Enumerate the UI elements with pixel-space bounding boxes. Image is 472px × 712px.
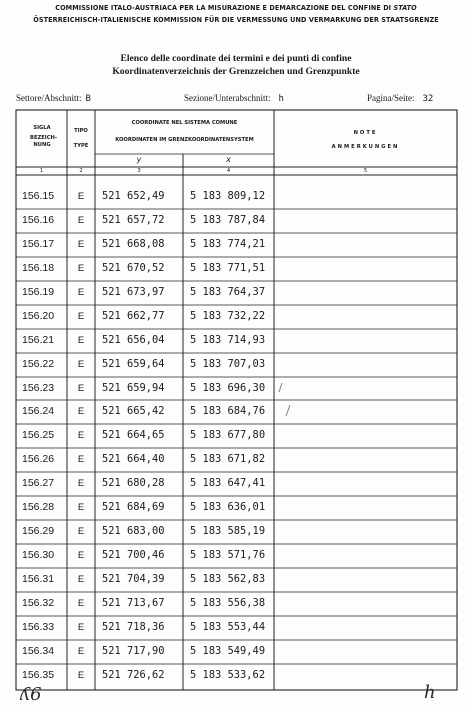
y-cell: 521 665,42 [102,405,165,417]
y-cell: 521 657,72 [102,214,165,226]
x-cell: 5 183 707,03 [190,358,266,370]
x-cell: 5 183 696,30 [190,382,266,394]
commission-title-italian: COMMISSIONE ITALO-AUSTRIACA PER LA MISURAZIONE E DEMARCAZIONE DEL CONFINE DI STATO [55,3,417,12]
x-cell: 5 183 671,82 [190,453,266,465]
y-cell: 521 684,69 [102,501,165,513]
sigla-cell: 156.22 [22,358,55,370]
y-cell: 521 668,08 [102,238,165,250]
y-cell: 521 659,64 [102,358,165,370]
x-cell: 5 183 549,49 [190,645,266,657]
col-number-1: 1 [39,168,44,174]
y-cell: 521 664,65 [102,429,165,441]
y-cell: 521 664,40 [102,453,165,465]
sigla-cell: 156.26 [22,453,55,465]
sigla-cell: 156.23 [22,382,55,394]
subtitle-german: Koordinatenverzeichnis der Grenzzeichen und Grenzpunkte [112,66,360,77]
x-cell: 5 183 809,12 [190,190,266,202]
sigla-cell: 156.28 [22,501,55,513]
y-cell: 521 718,36 [102,621,165,633]
sigla-cell: 156.16 [22,214,55,226]
type-cell: E [77,454,85,465]
sigla-cell: 156.24 [22,405,55,417]
y-cell: 521 717,90 [102,645,165,657]
x-cell: 5 183 771,51 [190,262,266,274]
sigla-cell: 156.29 [22,525,55,537]
x-cell: 5 183 636,01 [190,501,266,513]
type-cell: E [77,502,85,513]
col-number-3: 3 [137,168,141,174]
section-field: Sezione/Unterabschnitt: h [184,93,284,104]
col-number-2: 2 [79,168,83,174]
x-cell: 5 183 732,22 [190,310,266,322]
sigla-cell: 156.19 [22,286,55,298]
sigla-cell: 156.25 [22,429,55,441]
type-cell: E [77,430,85,441]
y-cell: 521 683,00 [102,525,165,537]
sector-field: Settore/Abschnitt: B [16,93,91,104]
x-cell: 5 183 585,19 [190,525,266,537]
sigla-cell: 156.27 [22,477,55,489]
type-cell: E [77,526,85,537]
type-cell: E [77,622,85,633]
y-cell: 521 670,52 [102,262,165,274]
y-cell: 521 673,97 [102,286,165,298]
x-cell: 5 183 684,76 [190,405,266,417]
sigla-cell: 156.21 [22,334,55,346]
pencil-tick [286,405,290,416]
header-coord-de: KOORDINATEN IM GRENZKOORDINATENSYSTEM [115,137,254,143]
type-cell: E [77,598,85,609]
sigla-cell: 156.32 [22,597,55,609]
y-cell: 521 704,39 [102,573,165,585]
y-cell: 521 700,46 [102,549,165,561]
sigla-cell: 156.35 [22,669,55,681]
x-cell: 5 183 787,84 [190,214,266,226]
type-cell: E [77,359,85,370]
type-cell: E [77,478,85,489]
x-cell: 5 183 562,83 [190,573,266,585]
y-cell: 521 726,62 [102,669,165,681]
sigla-cell: 156.33 [22,621,55,633]
x-cell: 5 183 714,93 [190,334,266,346]
type-cell: E [77,263,85,274]
col-number-4: 4 [226,168,231,174]
y-cell: 521 680,28 [102,477,165,489]
x-cell: 5 183 556,38 [190,597,266,609]
x-cell: 5 183 553,44 [190,621,266,633]
signature-left: ʎ6 [20,684,42,705]
header-coord-it: COORDINATE NEL SISTEMA COMUNE [131,120,238,126]
y-cell: 521 656,04 [102,334,165,346]
type-cell: E [77,215,85,226]
x-cell: 5 183 677,80 [190,429,266,441]
sigla-cell: 156.20 [22,310,55,322]
sigla-cell: 156.17 [22,238,55,250]
x-cell: 5 183 764,37 [190,286,266,298]
type-cell: E [77,646,85,657]
sigla-cell: 156.30 [22,549,55,561]
y-cell: 521 713,67 [102,597,165,609]
page-field: Pagina/Seite: 32 [367,93,434,104]
header-y: y [136,155,142,164]
header-x: x [226,155,231,164]
y-cell: 521 659,94 [102,382,165,394]
type-cell: E [77,670,85,681]
sigla-cell: 156.18 [22,262,55,274]
subtitle-italian: Elenco delle coordinate dei termini e dei punti di confine [120,53,352,64]
header-sigla: SIGLA BEZEICH-NUNG [30,125,58,148]
x-cell: 5 183 571,76 [190,549,266,561]
type-cell: E [77,191,85,202]
sigla-cell: 156.15 [22,190,55,202]
x-cell: 5 183 774,21 [190,238,266,250]
type-cell: E [77,550,85,561]
header-tipo: TIPO TYPE [73,128,89,149]
x-cell: 5 183 647,41 [190,477,266,489]
pencil-marks [279,383,290,416]
x-cell: 5 183 533,62 [190,669,266,681]
sigla-cell: 156.34 [22,645,55,657]
pencil-tick [279,383,282,392]
y-cell: 521 662,77 [102,310,165,322]
header-note: NOTE [353,130,378,136]
signature-right: h [424,682,436,703]
y-cell: 521 652,49 [102,190,165,202]
header-anmerkungen: ANMERKUNGEN [331,144,400,150]
type-cell: E [77,239,85,250]
type-cell: E [77,406,85,417]
type-cell: E [77,287,85,298]
type-cell: E [77,311,85,322]
type-cell: E [77,574,85,585]
type-cell: E [77,335,85,346]
commission-title-german: ÖSTERREICHISCH-ITALIENISCHE KOMMISSION FÜR DIE VERMESSUNG UND VERMARKUNG DER STAATSGRENZE [33,15,439,24]
sigla-cell: 156.31 [22,573,55,585]
handwritten-stato: STATO [393,3,417,12]
type-cell: E [77,383,85,394]
col-number-5: 5 [363,168,368,174]
